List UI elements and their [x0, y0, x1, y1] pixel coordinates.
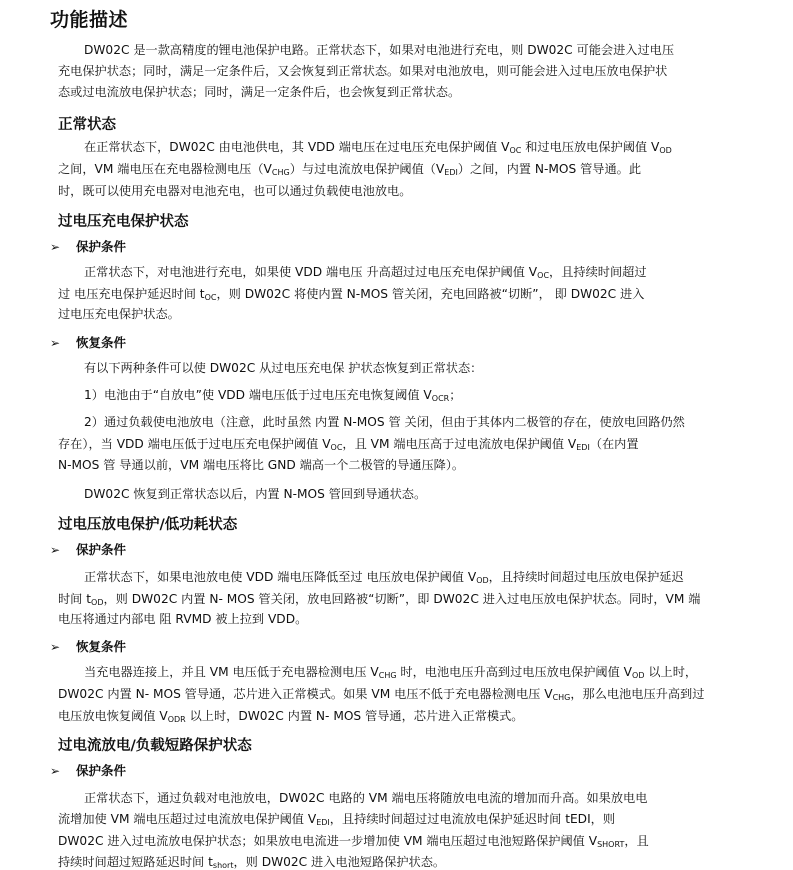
- ovc-recover-line-4: 存在），当 VDD 端电压低于过电压充电保护阈值 $V_{OC}$，且 VM 端电压高于过电流放电保护阈值 $V_{EDI}$（在内置: [58, 437, 639, 452]
- ovc-protect-heading: ➢ 保护条件: [50, 239, 127, 254]
- heading-oc: 过电流放电/负载短路保护状态: [58, 738, 252, 754]
- section-title: 功能描述: [50, 9, 129, 31]
- oc-protect-line-1: 正常状态下，通过负载对电池放电，DW02C 电路的 VM 端电压将随放电电流的增加而升高。如果放电电: [84, 791, 648, 805]
- bullet-arrow-icon: ➢: [50, 764, 61, 778]
- ovc-recover-line-3: 2）通过负载使电池放电（注意，此时虽然 内置 N-MOS 管 关闭，但由于其体内二极管的存在，使放电回路仍然: [84, 415, 685, 429]
- ovd-protect-line-3: 电压将通过内部电 阻 RVMD 被上拉到 VDD。: [58, 612, 308, 626]
- ovd-recover-line-3: 电压放电恢复阈值 $V_{ODR}$ 以上时，DW02C 内置 N- MOS 管导通，芯片进入正常模式。: [58, 709, 524, 724]
- oc-protect-heading: ➢ 保护条件: [50, 763, 127, 778]
- ovc-recover-line-2: 1）电池由于“自放电”使 VDD 端电压低于过电压充电恢复阈值 $V_{OCR}$；: [84, 388, 462, 403]
- intro-line-2: 充电保护状态；同时，满足一定条件后，又会恢复到正常状态。如果对电池放电，则可能会进入过电压放电保护状: [58, 64, 668, 78]
- ovc-recover-line-5: N-MOS 管 导通以前，VM 端电压将比 GND 端高一个二极管的导通压降）。: [58, 458, 465, 472]
- bullet-arrow-icon: ➢: [50, 640, 61, 654]
- bullet-arrow-icon: ➢: [50, 336, 61, 350]
- normal-line-2: 之间，VM 端电压在充电器检测电压$(V_{CHG})$与过电流放电保护阈值$(V_{EDI})$之间，内置 N-MOS 管导通。此: [58, 162, 642, 177]
- ovc-protect-line-1: 正常状态下，对电池进行充电，如果使 VDD 端电压 升高超过过电压充电保护阈值 $V_{OC}$，且持续时间超过: [84, 265, 647, 280]
- heading-ovd: 过电压放电保护/低功耗状态: [58, 517, 238, 533]
- ovd-protect-line-2: 时间 $t_{OD}$，则 DW02C 内置 N- MOS 管关闭，放电回路被“切断”，即 DW02C 进入过电压放电保护状态。同时，VM 端: [58, 592, 701, 607]
- ovc-protect-line-3: 过电压充电保护状态。: [58, 307, 180, 321]
- bullet-arrow-icon: ➢: [50, 543, 61, 557]
- oc-protect-line-3: DW02C 进入过电流放电保护状态；如果放电电流进一步增加使 VM 端电压超过电池短路保护阈值 $V_{SHORT}$，且: [58, 834, 649, 849]
- ovd-recover-heading: ➢ 恢复条件: [50, 639, 127, 654]
- normal-line-3: 时，既可以使用充电器对电池充电，也可以通过负载使电池放电。: [58, 184, 412, 198]
- oc-protect-line-4: 持续时间超过短路延迟时间 $t_{short}$，则 DW02C 进入电池短路保护状态。: [58, 855, 446, 870]
- heading-normal-state: 正常状态: [58, 117, 116, 133]
- ovd-protect-heading: ➢ 保护条件: [50, 542, 127, 557]
- normal-line-1: 在正常状态下，DW02C 由电池供电，其 VDD 端电压在过电压充电保护阈值 $V_{OC}$ 和过电压放电保护阈值 $V_{OD}$: [84, 140, 672, 155]
- ovc-recover-line-6: DW02C 恢复到正常状态以后，内置 N-MOS 管回到导通状态。: [84, 487, 427, 501]
- heading-ovc: 过电压充电保护状态: [58, 214, 189, 230]
- bullet-arrow-icon: ➢: [50, 240, 61, 254]
- intro-line-3: 态或过电流放电保护状态；同时，满足一定条件后，也会恢复到正常状态。: [58, 85, 461, 99]
- intro-line-1: DW02C 是一款高精度的锂电池保护电路。正常状态下，如果对电池进行充电，则 DW02C 可能会进入过电压: [84, 43, 675, 57]
- ovc-recover-line-1: 有以下两种条件可以使 DW02C 从过电压充电保 护状态恢复到正常状态：: [84, 361, 483, 375]
- ovd-recover-line-1: 当充电器连接上，并且 VM 电压低于充电器检测电压 $V_{CHG}$ 时，电池电压升高到过电压放电保护阈值 $V_{OD}$ 以上时，: [84, 665, 698, 680]
- oc-protect-line-2: 流增加使 VM 端电压超过过电流放电保护阈值 $V_{EDI}$，且持续时间超过过电流放电保护延迟时间 tEDI，则: [58, 812, 616, 827]
- ovc-recover-heading: ➢ 恢复条件: [50, 335, 127, 350]
- ovd-recover-line-2: DW02C 内置 N- MOS 管导通，芯片进入正常模式。如果 VM 电压不低于充电器检测电压 $V_{CHG}$，那么电池电压升高到过: [58, 687, 705, 702]
- ovc-protect-line-2: 过 电压充电保护延迟时间 $t_{OC}$，则 DW02C 将使内置 N-MOS 管关闭，充电回路被“切断”， 即 DW02C 进入: [58, 287, 645, 302]
- ovd-protect-line-1: 正常状态下，如果电池放电使 VDD 端电压降低至过 电压放电保护阈值 $V_{OD}$，且持续时间超过电压放电保护延迟: [84, 570, 684, 585]
